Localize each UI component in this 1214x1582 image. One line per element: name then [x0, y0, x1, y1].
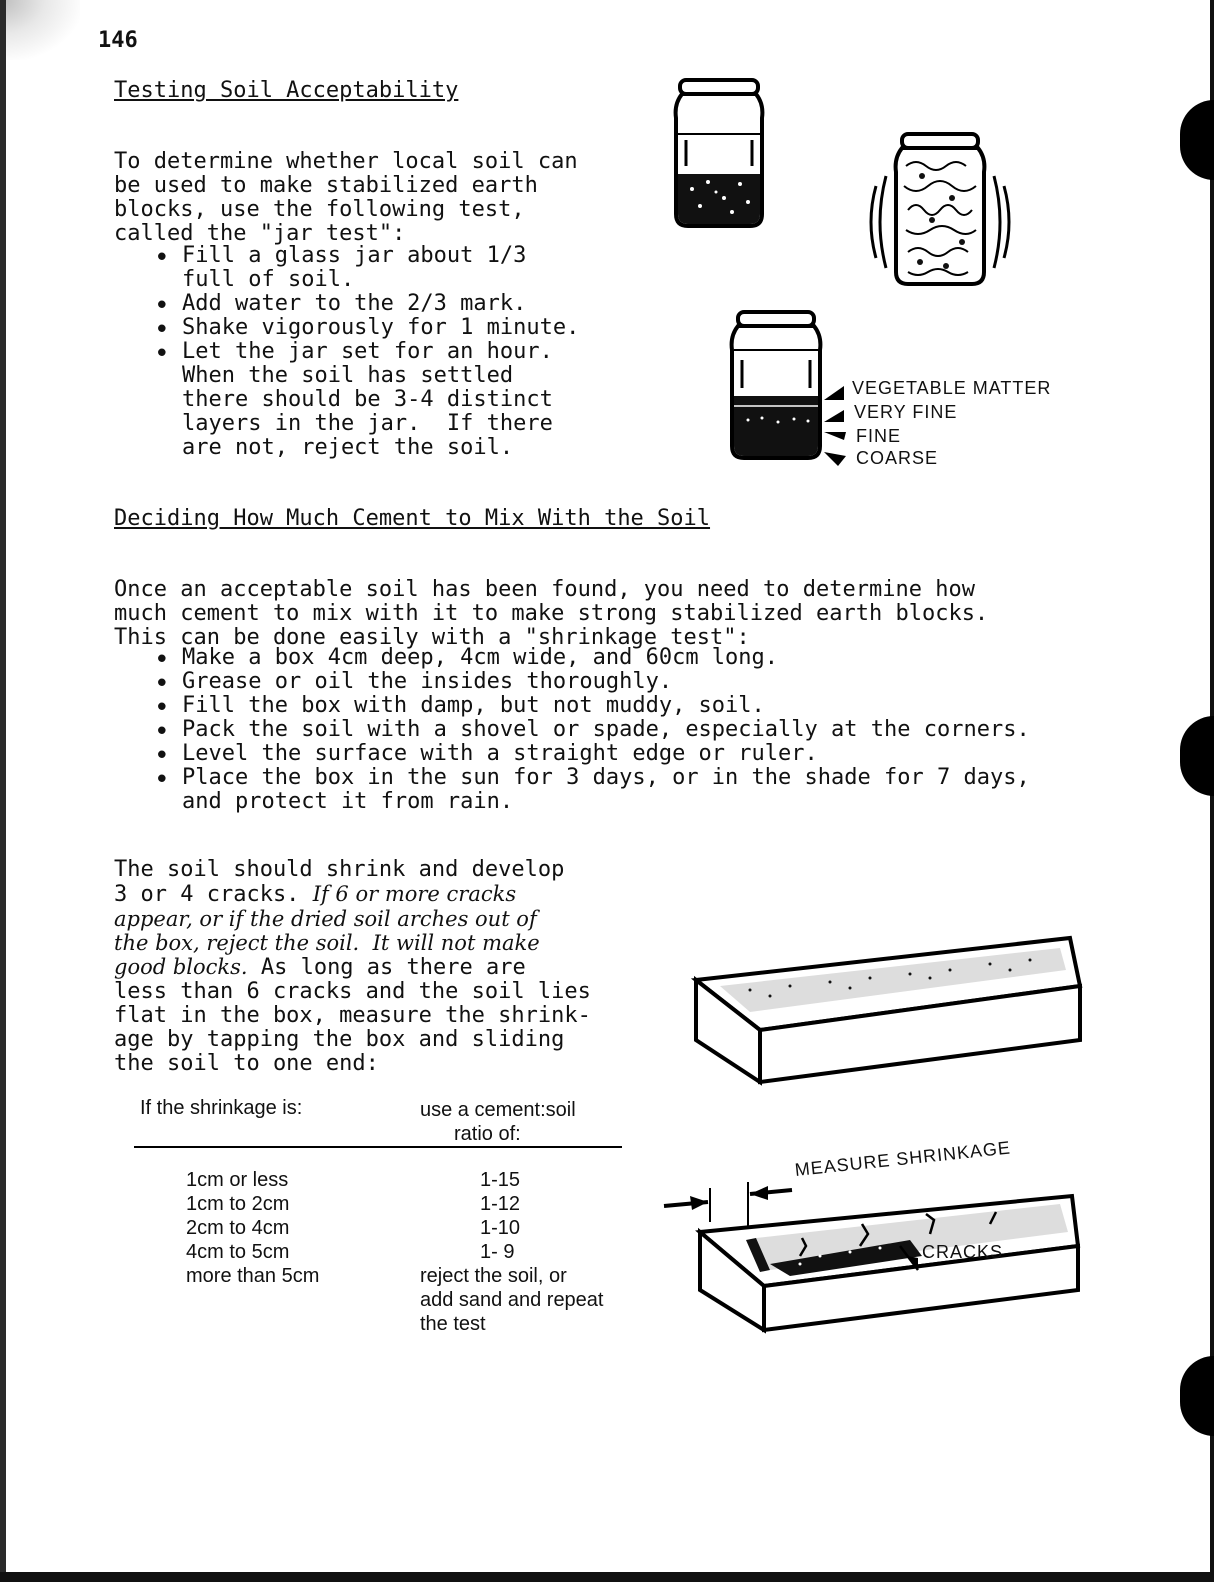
shrinkage-paragraph: The soil should shrink and develop 3 or 4 cracks. If 6 or more cracks appear, or if the dried soil arches out of the box, reject the soil. It will not make good blocks. As long as there are less than 6 cracks and the soil lies flat in the box, measure the shrink- age by tapping the box and sliding the soil to one end: — [114, 857, 591, 1076]
list-item: • Fill the box with damp, but not muddy, soil. — [154, 694, 1030, 718]
jar-test-steps — [154, 244, 579, 460]
table-cell-ratio: 1- 9 — [480, 1241, 515, 1263]
punch-hole — [1180, 716, 1214, 796]
list-item: • Add water to the 2/3 mark. — [154, 292, 579, 316]
page-number: 146 — [98, 28, 138, 53]
settled-jar-illustration — [728, 306, 824, 466]
jar-test-intro: To determine whether local soil can be used to make stabilized earth blocks, use the following test, called the "jar test": — [114, 149, 578, 246]
jar-with-soil-illustration — [672, 74, 768, 234]
table-header-shrinkage: If the shrinkage is: — [140, 1097, 303, 1119]
table-cell-ratio: 1-10 — [480, 1217, 521, 1239]
layer-label-very-fine: VERY FINE — [854, 402, 958, 422]
table-cell-shrinkage: 4cm to 5cm — [186, 1241, 290, 1263]
cracks-label: CRACKS — [922, 1242, 1004, 1262]
table-rule — [134, 1146, 622, 1148]
list-item: • Level the surface with a straight edge or ruler. — [154, 742, 1030, 766]
list-item: • Place the box in the sun for 3 days, or in the shade for 7 days, and protect it from rain. — [154, 766, 1030, 814]
shaking-jar-illustration — [862, 126, 1012, 296]
table-cell-shrinkage: 1cm or less — [186, 1169, 289, 1191]
table-cell-shrinkage: 1cm to 2cm — [186, 1193, 290, 1215]
cement-intro: Once an acceptable soil has been found, you need to determine how much cement to mix with it to make strong stabilized earth blocks. This can be done easily with a "shrinkage test": — [114, 577, 989, 650]
section-heading-soil-test: Testing Soil Acceptability — [114, 78, 459, 103]
table-cell-ratio: reject the soil, or add sand and repeat the test — [420, 1265, 604, 1335]
table-header-ratio-line1: use a cement:soil — [420, 1099, 576, 1121]
scan-shadow — [0, 0, 80, 60]
list-item: • Let the jar set for an hour. When the soil has settled there should be 3-4 distinct layers in the jar. If there are not, reject the soil. — [154, 340, 579, 460]
layer-arrows — [822, 384, 852, 474]
scan-edge-bottom — [0, 1572, 1214, 1582]
shrunk-box-illustration — [660, 1160, 1090, 1340]
punch-hole — [1180, 1356, 1214, 1436]
list-item: • Grease or oil the insides thoroughly. — [154, 670, 1030, 694]
list-item: • Shake vigorously for 1 minute. — [154, 316, 579, 340]
table-cell-ratio: 1-15 — [480, 1169, 521, 1191]
shrinkage-test-steps — [154, 646, 1030, 814]
table-cell-shrinkage: more than 5cm — [186, 1265, 320, 1287]
section-heading-cement: Deciding How Much Cement to Mix With the Soil — [114, 506, 711, 531]
measure-shrinkage-label: MEASURE SHRINKAGE — [793, 1137, 1012, 1181]
punch-hole — [1180, 100, 1214, 180]
table-cell-shrinkage: 2cm to 4cm — [186, 1217, 290, 1239]
list-item: • Make a box 4cm deep, 4cm wide, and 60cm long. — [154, 646, 1030, 670]
layer-label-vegetable: VEGETABLE MATTER — [852, 378, 1052, 398]
table-cell-ratio: 1-12 — [480, 1193, 521, 1215]
table-header-ratio-line2: ratio of: — [454, 1123, 521, 1145]
scan-edge-left — [0, 0, 6, 1582]
layer-label-fine: FINE — [856, 426, 902, 446]
layer-label-coarse: COARSE — [856, 448, 939, 468]
list-item: • Pack the soil with a shovel or spade, especially at the corners. — [154, 718, 1030, 742]
filled-box-illustration — [690, 930, 1090, 1090]
list-item: • Fill a glass jar about 1/3 full of soil. — [154, 244, 579, 292]
